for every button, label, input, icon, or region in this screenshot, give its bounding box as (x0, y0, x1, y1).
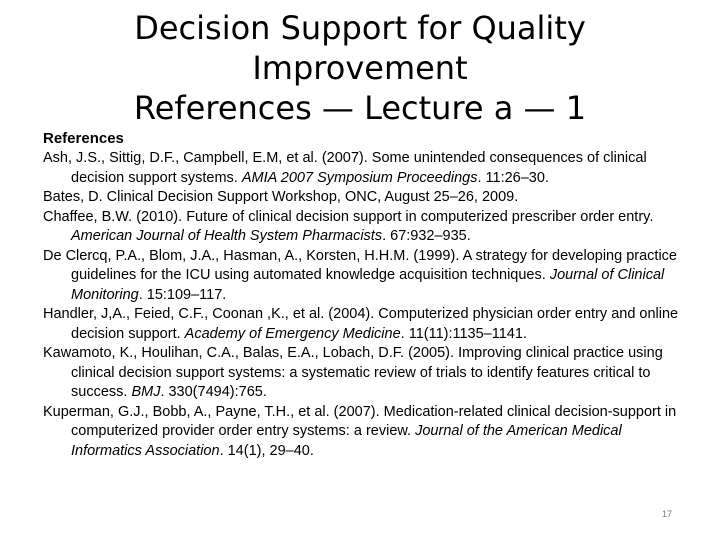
title-line-2: Improvement (252, 49, 468, 87)
reference-citation: . 11(11):1135–1141. (400, 325, 527, 342)
section-heading: References (43, 130, 124, 147)
reference-text: Chaffee, B.W. (2010). Future of clinical decision support in computerized prescriber order entry. (43, 208, 654, 225)
reference-list (43, 149, 683, 461)
title-line-3: References — Lecture a — 1 (133, 89, 587, 127)
reference-item (43, 247, 683, 306)
reference-item (43, 403, 683, 462)
reference-source: American Journal of Health System Pharmacists (71, 228, 383, 244)
page-number: 17 (662, 509, 673, 519)
reference-citation: . 67:932–935. (382, 228, 471, 244)
reference-text: Bates, D. Clinical Decision Support Workshop, ONC, August 25–26, 2009. (43, 189, 519, 205)
reference-citation: . 15:109–117. (138, 286, 227, 303)
reference-text: Ash, J.S., Sittig, D.F., Campbell, E.M, et al. (2007). Some unintended consequences of clinical decision support systems. (43, 150, 647, 186)
reference-source: Academy of Emergency Medicine (184, 325, 401, 342)
reference-source: AMIA 2007 Symposium Proceedings (241, 169, 478, 186)
reference-citation: . 14(1), 29–40. (219, 442, 314, 459)
reference-source: Journal of Clinical Monitoring (71, 267, 665, 303)
reference-citation: . 11:26–30. (477, 169, 549, 186)
reference-source: Journal of the American Medical Informatics Association (71, 423, 622, 459)
title-line-1: Decision Support for Quality (134, 9, 586, 47)
reference-item (43, 149, 683, 188)
reference-text: De Clercq, P.A., Blom, J.A., Hasman, A., Korsten, H.H.M. (1999). A strategy for developing practice guidelines for the ICU using automated knowledge acquisition techniques. (43, 247, 677, 283)
reference-item (43, 344, 683, 403)
reference-citation: . 330(7494):765. (160, 384, 267, 400)
reference-text: Handler, J,A., Feied, C.F., Coonan ,K., et al. (2004). Computerized physician order entry and online decision support. (43, 306, 679, 342)
reference-item (43, 188, 683, 208)
reference-text: Kuperman, G.J., Bobb, A., Payne, T.H., et al. (2007). Medication-related clinical decision-support in computerized provider order entry systems: a review. (43, 403, 677, 439)
slide-title (60, 8, 660, 128)
reference-text: Kawamoto, K., Houlihan, C.A., Balas, E.A., Lobach, D.F. (2005). Improving clinical practice using clinical decision support systems: a systematic review of trials to identify features critical to success. (43, 345, 663, 400)
references-section (43, 129, 683, 461)
reference-item (43, 208, 683, 247)
reference-item (43, 305, 683, 344)
reference-source: BMJ (131, 384, 161, 400)
